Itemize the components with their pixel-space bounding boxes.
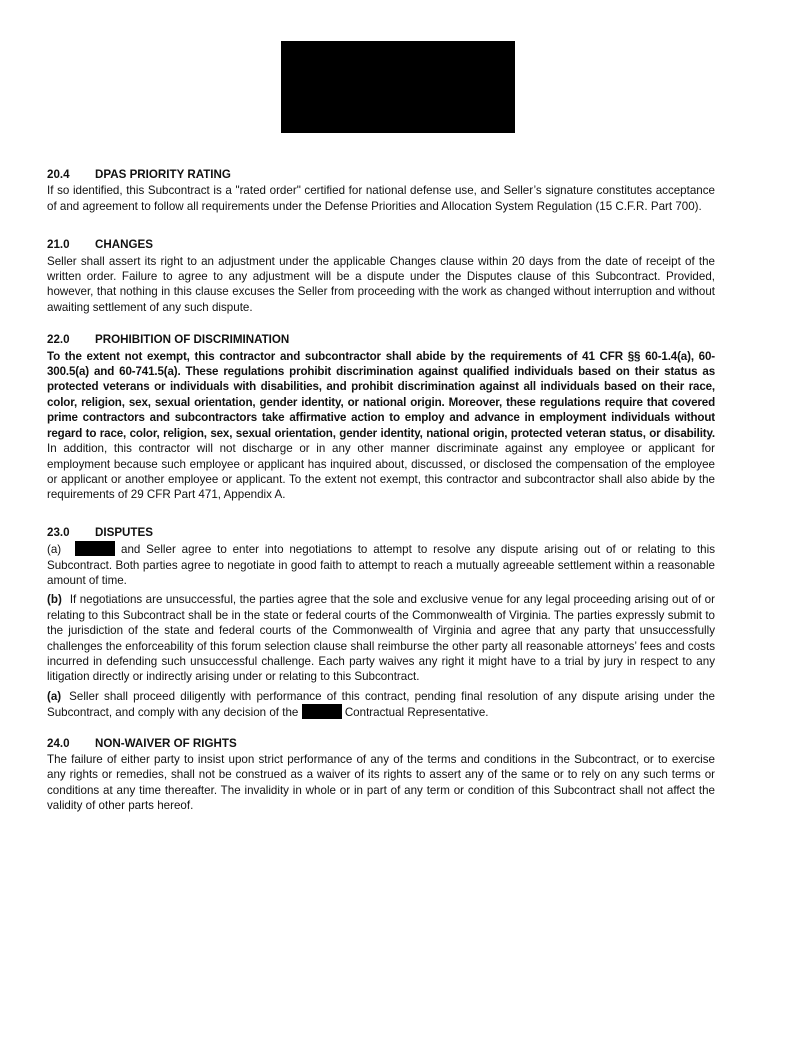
subclause-text: and Seller agree to enter into negotiations to attempt to resolve any dispute arising out of or relating to this Subcontract. Both parties agree to negotiate in good faith to attempt to reach a mutually agreeable settlement within a reasonable amount of time. [47, 543, 715, 587]
section-heading [47, 167, 715, 182]
bold-clause: To the extent not exempt, this contractor and subcontractor shall abide by the requirements of 41 CFR §§ 60-1.4(a), 60-300.5(a) and 60-741.5(a). These regulations prohibit discrimination against qualified individuals based on their status as protected veterans or individuals with disabilities, and prohibit discrimination against all individuals based on their race, color, religion, sex, sexual orientation, gender identity, or national origin. Moreover, these regulations require that covered prime contractors and subcontractors take affirmative action to employ and advance in employment individuals without regard to race, color, religion, sex, sexual orientation, gender identity, national origin, protected veteran status, or disability. [47, 349, 715, 440]
subclause-label: (b) [47, 593, 62, 607]
section-body: The failure of either party to insist upon strict performance of any of the terms and conditions in the Subcontract, or to exercise any rights or remedies, shall not be construed as a waiver of its rights to assert any of the same or to rely on any such terms or conditions at any time thereafter. The invalidity in whole or in part of any term or condition of this Subcontract shall not affect the validity of other parts hereof. [47, 753, 715, 813]
subclause-label: (a) [47, 689, 62, 703]
redaction-box [302, 704, 342, 719]
redaction-box [75, 541, 115, 556]
subclause-text: If negotiations are unsuccessful, the parties agree that the sole and exclusive venue for any legal proceeding arising out of or relating to this Subcontract shall be in the state or federal courts of the Commonwealth of Virginia. The parties expressly submit to the jurisdiction of the state and federal courts of the Commonwealth of Virginia and agree that any party that unsuccessfully challenges the enforceability of this forum selection clause shall reimburse the other party all reasonable attorneys’ fees and costs incurred in defending such unsuccessful challenge. Each party waives any right it might have to a trial by jury in respect to any litigation directly or indirectly arising under or relating to this Subcontract. [47, 593, 715, 684]
subclause-text-end: Contractual Representative. [344, 706, 489, 720]
document-body [47, 167, 715, 829]
section-23-0 [47, 525, 715, 721]
section-title: NON-WAIVER OF RIGHTS [95, 736, 237, 750]
section-body [47, 349, 715, 503]
redacted-logo [281, 41, 515, 133]
section-body: If so identified, this Subcontract is a "rated order" certified for national defense use, and Seller’s signature constitutes acceptance of and agreement to follow all requirements under the Defense Priorities and Allocation System Regulation (15 C.F.R. Part 700). [47, 184, 715, 213]
section-title: DISPUTES [95, 525, 153, 539]
section-24-0 [47, 736, 715, 814]
subclause-text: Seller shall proceed diligently with performance of this contract, pending final resolution of any dispute arising under the Subcontract, and comply with any decision of the [47, 689, 715, 720]
section-title: PROHIBITION OF DISCRIMINATION [95, 333, 290, 347]
subclause-a [47, 541, 715, 588]
section-heading [47, 332, 715, 347]
section-number: 20.4 [47, 168, 70, 181]
subclause-b [47, 592, 715, 684]
section-title: CHANGES [95, 238, 153, 252]
section-heading [47, 525, 715, 540]
section-number: 22.0 [47, 333, 70, 347]
subclause-c [47, 689, 715, 721]
subclause-label: (a) [47, 543, 62, 557]
section-heading [47, 736, 715, 751]
section-heading [47, 237, 715, 252]
section-22-0 [47, 332, 715, 502]
section-number: 23.0 [47, 525, 70, 539]
section-title: DPAS PRIORITY RATING [95, 168, 231, 181]
clause-continuation: In addition, this contractor will not discharge or in any other manner discriminate against any employee or applicant for employment because such employee or applicant has inquired about, discussed, or disclosed the compensation of the employee or applicant or another employee or applicant. To the extent not exempt, this contractor and subcontractor shall also abide by the requirements of 29 CFR Part 471, Appendix A. [47, 442, 715, 502]
section-21-0 [47, 237, 715, 315]
section-20-4 [47, 167, 715, 214]
section-body: Seller shall assert its right to an adjustment under the applicable Changes clause within 20 days from the date of receipt of the written order. Failure to agree to any adjustment will be a dispute under the Disputes clause of this Subcontract. Provided, however, that nothing in this clause excuses the Seller from proceeding with the work as changed without interruption and without awaiting settlement of any such dispute. [47, 254, 715, 314]
section-number: 21.0 [47, 238, 70, 252]
section-number: 24.0 [47, 736, 70, 750]
